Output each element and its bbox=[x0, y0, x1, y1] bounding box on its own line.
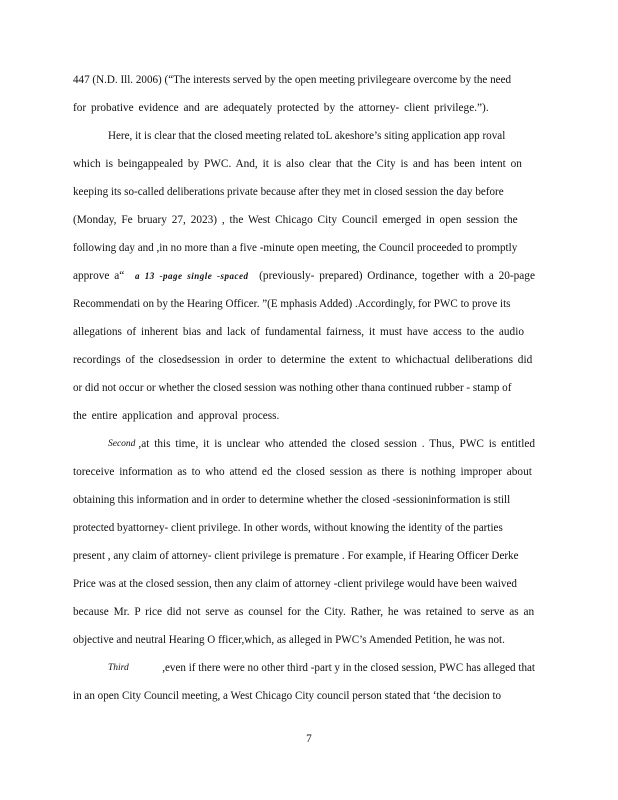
text-line: present , any claim of attorney- client privilege is premature . For example, if Hearing Officer Derke bbox=[73, 550, 519, 562]
text-line: Price was at the closed session, then any claim of attorney -client privilege would have been waived bbox=[73, 578, 517, 590]
text-fragment: approve a“ bbox=[73, 270, 125, 282]
text-line: the entire application and approval process. bbox=[73, 410, 280, 422]
text-line: keeping its so-called deliberations private because after they met in closed session the day before bbox=[73, 186, 504, 198]
text-fragment: ,at this time, it is unclear who attended the closed session . Thus, PWC is entitled bbox=[138, 438, 535, 450]
text-line: following day and ,in no more than a five -minute open meeting, the Council proceeded to promptly bbox=[73, 242, 518, 254]
text-line bbox=[73, 269, 535, 283]
text-line: in an open City Council meeting, a West Chicago City council person stated that ‘the decision to bbox=[73, 690, 502, 702]
text-line bbox=[108, 661, 535, 675]
text-line: obtaining this information and in order to determine whether the closed -sessioninformation is still bbox=[73, 494, 511, 506]
text-line: (Monday, Fe bruary 27, 2023) , the West Chicago City Council emerged in open session the bbox=[73, 214, 518, 226]
text-line: objective and neutral Hearing O fficer,which, as alleged in PWC’s Amended Petition, he was not. bbox=[73, 634, 505, 646]
text-line: toreceive information as to who attend ed the closed session as there is nothing improper about bbox=[73, 466, 532, 478]
paragraph-marker: Second bbox=[108, 439, 136, 449]
text-line: Here, it is clear that the closed meeting related toL akeshore’s siting application app roval bbox=[108, 130, 506, 142]
text-line bbox=[108, 437, 535, 451]
text-line: because Mr. P rice did not serve as counsel for the City. Rather, he was retained to serve as an bbox=[73, 606, 535, 618]
text-line: 447 (N.D. Ill. 2006) (“The interests served by the open meeting privilegeare overcome by the need bbox=[73, 74, 512, 86]
text-line: Recommendati on by the Hearing Officer. ”(E mphasis Added) .Accordingly, for PWC to prove its bbox=[73, 298, 511, 310]
text-line: for probative evidence and are adequately protected by the attorney- client privilege.”). bbox=[73, 102, 489, 114]
text-fragment: (previously- prepared) Ordinance, together with a 20-page bbox=[259, 270, 535, 282]
text-line: recordings of the closedsession in order to determine the extent to whichactual deliberations did bbox=[73, 354, 533, 366]
page-number: 7 bbox=[306, 733, 312, 745]
text-line: protected byattorney- client privilege. In other words, without knowing the identity of the parties bbox=[73, 522, 503, 534]
text-fragment: ,even if there were no other third -part y in the closed session, PWC has alleged that bbox=[162, 662, 535, 674]
text-line: or did not occur or whether the closed session was nothing other thana continued rubber - stamp of bbox=[73, 382, 512, 394]
text-line: allegations of inherent bias and lack of fundamental fairness, it must have access to the audio bbox=[73, 326, 524, 338]
paragraph-marker: Third bbox=[108, 663, 129, 673]
emphasis-text: a 13 -page single -spaced bbox=[134, 271, 249, 281]
text-line: which is beingappealed by PWC. And, it is also clear that the City is and has been intent on bbox=[73, 158, 522, 170]
